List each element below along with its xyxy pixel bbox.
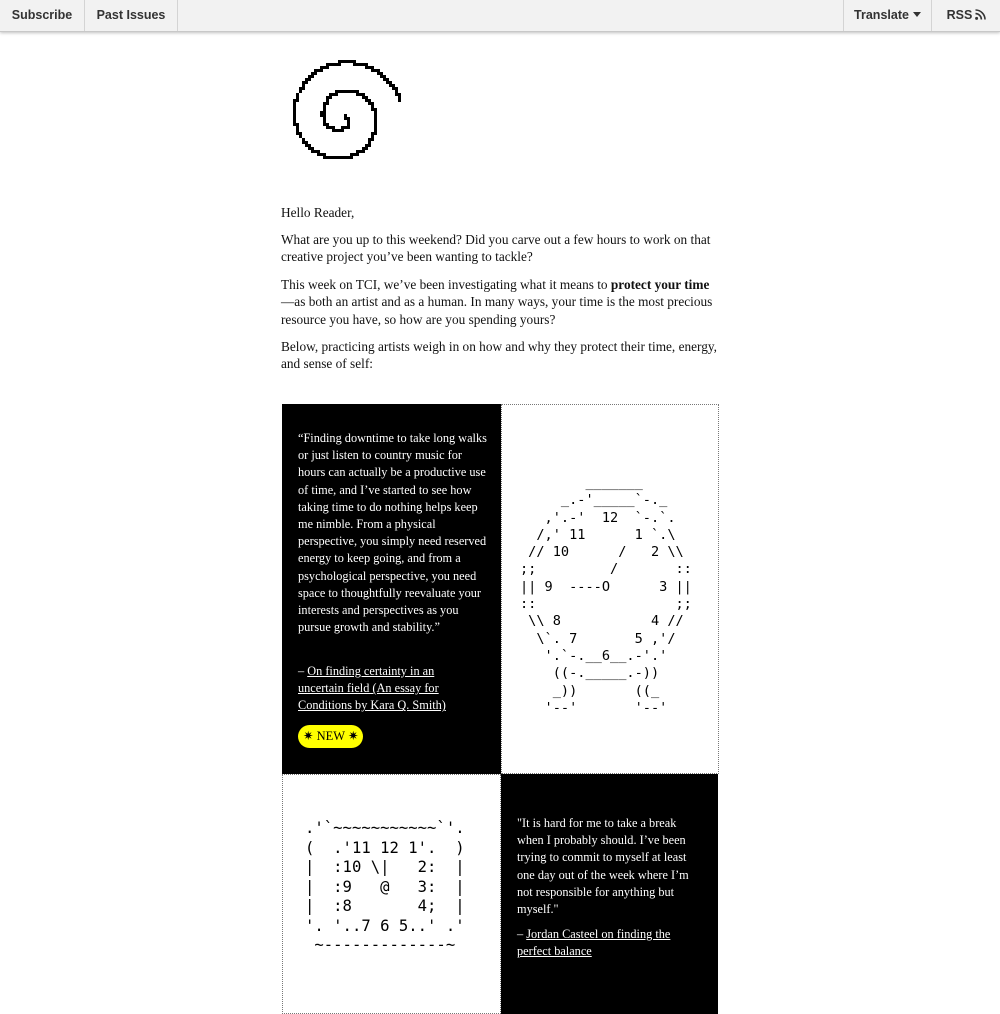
caret-down-icon [913,12,921,17]
rss-label: RSS [946,8,973,22]
intro-paragraph: What are you up to this weekend? Did you carve out a few hours to work on that creative project you’ve been wanting to tackle? [281,232,711,265]
artists-intro-paragraph: Below, practicing artists weigh in on how and why they protect their time, energy, and sense of self: [281,339,717,372]
spiral-icon [281,54,421,180]
paragraph-text: —as both an artist and as a human. In many ways, your time is the most precious resource you have, so how are you spending yours? [281,294,713,327]
quote-card-kara [282,404,501,774]
ascii-art-clock: .'`~~~~~~~~~~~`'. ( .'11 12 1'. ) | :10 \| 2: | | :9 @ 3: | | :8 4; | '. '..7 6 5..' .' ~-------------~ [305,819,465,954]
paragraph-text: This week on TCI, we’ve been investigating what it means to [281,277,611,292]
essay-link[interactable]: On finding certainty in an uncertain field (An essay for Conditions by Kara Q. Smith) [298,664,446,713]
quote-attribution [517,926,697,960]
quote-text: "It is hard for me to take a break when I probably should. I’ve been trying to commit to myself at least one day out of the week where I’m not responsible for anything but myself." [517,816,689,917]
translate-label: Translate [854,8,909,22]
subscribe-link[interactable]: Subscribe [0,0,85,31]
rss-link[interactable] [931,0,1000,31]
translate-dropdown[interactable] [843,0,931,31]
interview-link[interactable]: Jordan Casteel on finding the perfect balance [517,927,671,959]
past-issues-link[interactable]: Past Issues [85,0,178,31]
quote-text: “Finding downtime to take long walks or just listen to country music for hours can actually be a productive use of time, and I’ve started to see how taking time to do nothing helps keep me nimble. From a physical perspective, you simply need reserved energy to keep going, and from a psychological perspective, you need space to thoughtfully reevaluate your interests and perspectives as you pursue growth and stability.” [298,431,487,635]
emphasis-text: protect your time [610,277,710,292]
new-badge: ✷ NEW ✷ [298,725,363,748]
rss-icon [975,9,986,20]
ascii-clock-card [282,774,501,1014]
ascii-clock-card [501,404,719,774]
greeting: Hello Reader, [281,205,355,220]
attribution-dash: – [298,664,308,678]
quote-attribution [298,663,478,715]
quote-card-jordan [501,774,718,1014]
protect-time-paragraph [281,276,718,328]
attribution-dash: – [517,927,527,941]
ascii-art-clock: _______ _.-'_____`-._ ,'.-' 12 `-.`. /,' 11 1 `.\ // 10 / 2 \\ ;; / :: || 9 ----O 3 || :: ;; \\ 8 4 // \`. 7 5 ,'/ '.`-.__6__.-'.' ((-._____.-)) _)) ((_ '--' '--' [520,475,692,716]
top-bar [0,0,1000,32]
